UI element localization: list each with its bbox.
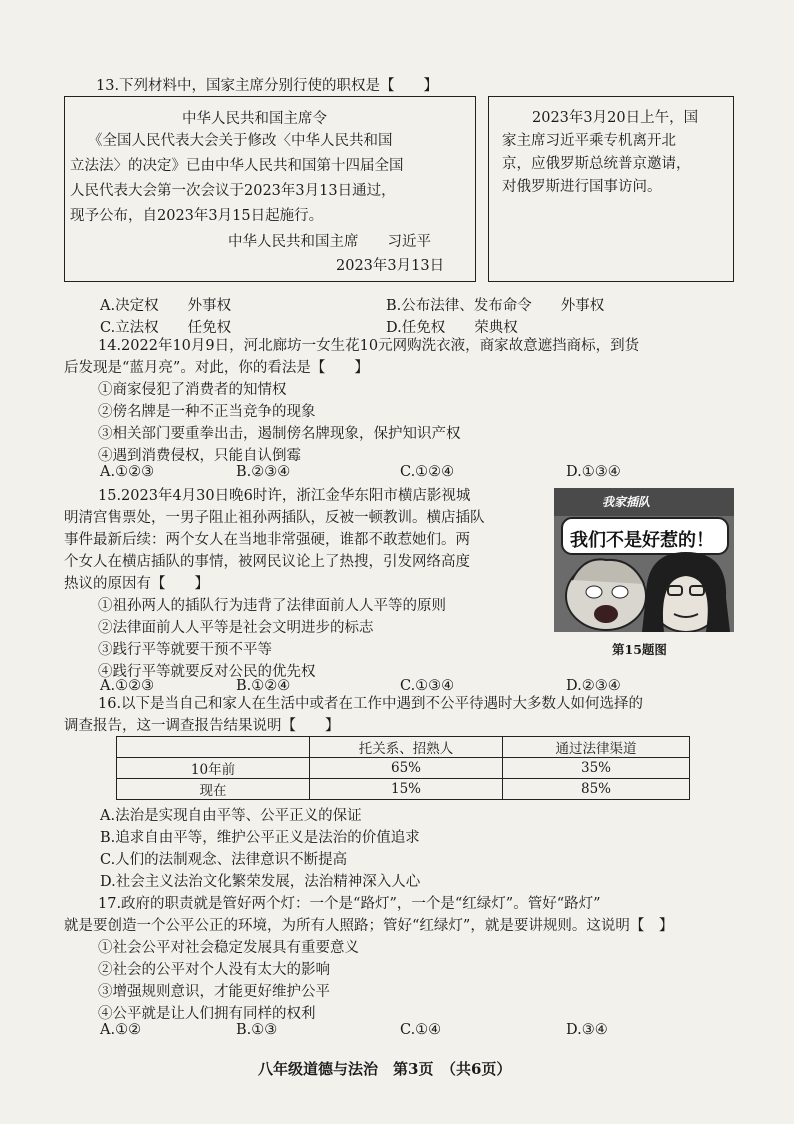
q16-option-d: D.社会主义法治文化繁荣发展，法治精神深入人心 (100, 874, 421, 890)
q14-option-a: A.①②③ (100, 464, 155, 480)
q15-stem-line-4: 个女人在横店插队的事情，被网民议论上了热搜，引发网络高度 (64, 554, 470, 570)
table-cell: 10年前 (117, 758, 310, 779)
q17-item-3: ③增强规则意识，才能更好维护公平 (98, 984, 330, 1000)
q13-box-left-line-3: 人民代表大会第一次会议于2023年3月13日通过， (70, 183, 396, 199)
q13-box-right-line-1: 2023年3月20日上午，国 (532, 110, 699, 126)
q15-stem-line-3: 事件最新后续：两个女人在当地非常强硬，谁都不敢惹她们。两 (64, 532, 470, 548)
q15-stem-line-2: 明清宫售票处，一男子阻止祖孙两插队，反被一顿教训。横店插队 (64, 510, 485, 526)
q13-option-b: B.公布法律、发布命令 外事权 (386, 298, 605, 314)
q17-stem-line-2: 就是要创造一个公平公正的环境，为所有人照路；管好“红绿灯”，就是要讲规则。这说明【 】 (64, 918, 674, 934)
q16-option-c: C.人们的法制观念、法律意识不断提高 (100, 852, 348, 868)
q13-option-a: A.决定权 外事权 (100, 298, 232, 314)
q13-box-left-line-4: 现予公布，自2023年3月15日起施行。 (70, 208, 324, 224)
q16-survey-table (116, 736, 690, 800)
q15-option-a: A.①②③ (100, 678, 155, 694)
q13-box-right-line-4: 对俄罗斯进行国事访问。 (502, 179, 662, 195)
q14-option-c: C.①②④ (400, 464, 455, 480)
table-header-cell (117, 737, 310, 758)
q14-item-2: ②傍名牌是一种不正当竞争的现象 (98, 404, 316, 420)
table-cell: 85% (503, 779, 690, 800)
q15-stem-line-5: 热议的原因有【 】 (64, 576, 209, 592)
q15-option-c: C.①③④ (400, 678, 455, 694)
q13-box-left-signature: 中华人民共和国主席 习近平 (228, 234, 431, 250)
q17-option-d: D.③④ (566, 1022, 608, 1038)
q14-item-3: ③相关部门要重拳出击，遏制傍名牌现象，保护知识产权 (98, 426, 461, 442)
q15-cartoon-top-text: 我家插队 (602, 495, 651, 509)
q14-item-1: ①商家侵犯了消费者的知情权 (98, 382, 287, 398)
q13-stem: 13.下列材料中，国家主席分别行使的职权是【 】 (96, 78, 439, 94)
q13-box-left-line-1: 《全国人民代表大会关于修改〈中华人民共和国 (88, 133, 393, 149)
table-cell: 现在 (117, 779, 310, 800)
q13-box-left-title: 中华人民共和国主席令 (182, 111, 327, 127)
q14-option-b: B.②③④ (236, 464, 291, 480)
page-footer: 八年级道德与法治 第3页 （共6页） (258, 1060, 512, 1078)
q17-option-a: A.①② (100, 1022, 142, 1038)
q16-stem-line-1: 16.以下是当自己和家人在生活中或者在工作中遇到不公平待遇时大多数人如何选择的 (98, 696, 644, 712)
table-cell: 65% (310, 758, 503, 779)
q15-cartoon (554, 488, 734, 632)
q15-option-d: D.②③④ (566, 678, 621, 694)
q14-stem-line-2: 后发现是“蓝月亮”。对此，你的看法是【 】 (64, 360, 369, 376)
q13-option-c: C.立法权 任免权 (100, 320, 232, 336)
q14-stem-line-1: 14.2022年10月9日，河北廊坊一女生花10元网购洗衣液，商家故意遮挡商标，到货 (98, 338, 640, 354)
q15-option-b: B.①②④ (236, 678, 291, 694)
q13-option-d: D.任免权 荣典权 (386, 320, 518, 336)
table-header-cell: 托关系、招熟人 (310, 737, 503, 758)
table-header-cell: 通过法律渠道 (503, 737, 690, 758)
q13-box-left-date: 2023年3月13日 (336, 258, 445, 274)
q13-box-left-line-2: 立法法〉的决定》已由中华人民共和国第十四届全国 (70, 158, 404, 174)
table-cell: 15% (310, 779, 503, 800)
q17-item-1: ①社会公平对社会稳定发展具有重要意义 (98, 940, 359, 956)
q17-item-4: ④公平就是让人们拥有同样的权利 (98, 1006, 316, 1022)
q17-option-b: B.①③ (236, 1022, 278, 1038)
q15-stem-line-1: 15.2023年4月30日晚6时许，浙江金华东阳市横店影视城 (98, 488, 471, 504)
q16-option-b: B.追求自由平等，维护公平正义是法治的价值追求 (100, 830, 420, 846)
q15-item-1: ①祖孙两人的插队行为违背了法律面前人人平等的原则 (98, 598, 446, 614)
q17-option-c: C.①④ (400, 1022, 442, 1038)
q17-item-2: ②社会的公平对个人没有太大的影响 (98, 962, 330, 978)
table-row (117, 758, 690, 779)
q13-box-right-line-2: 家主席习近平乘专机离开北 (502, 133, 676, 149)
q15-cartoon-speech: 我们不是好惹的！ (570, 530, 714, 551)
q16-option-a: A.法治是实现自由平等、公平正义的保证 (100, 808, 362, 824)
q14-item-4: ④遇到消费侵权，只能自认倒霉 (98, 448, 301, 464)
q13-box-right-line-3: 京，应俄罗斯总统普京邀请， (502, 156, 691, 172)
q14-option-d: D.①③④ (566, 464, 621, 480)
table-header-row (117, 737, 690, 758)
table-cell: 35% (503, 758, 690, 779)
q16-stem-line-2: 调查报告，这一调查报告结果说明【 】 (64, 718, 340, 734)
q15-item-3: ③践行平等就要干预不平等 (98, 642, 272, 658)
q15-item-2: ②法律面前人人平等是社会文明进步的标志 (98, 620, 374, 636)
q15-caption: 第15题图 (612, 642, 667, 657)
table-row (117, 779, 690, 800)
q15-item-4: ④践行平等就要反对公民的优先权 (98, 664, 316, 680)
q17-stem-line-1: 17.政府的职责就是管好两个灯：一个是“路灯”，一个是“红绿灯”。管好“路灯” (98, 896, 601, 912)
